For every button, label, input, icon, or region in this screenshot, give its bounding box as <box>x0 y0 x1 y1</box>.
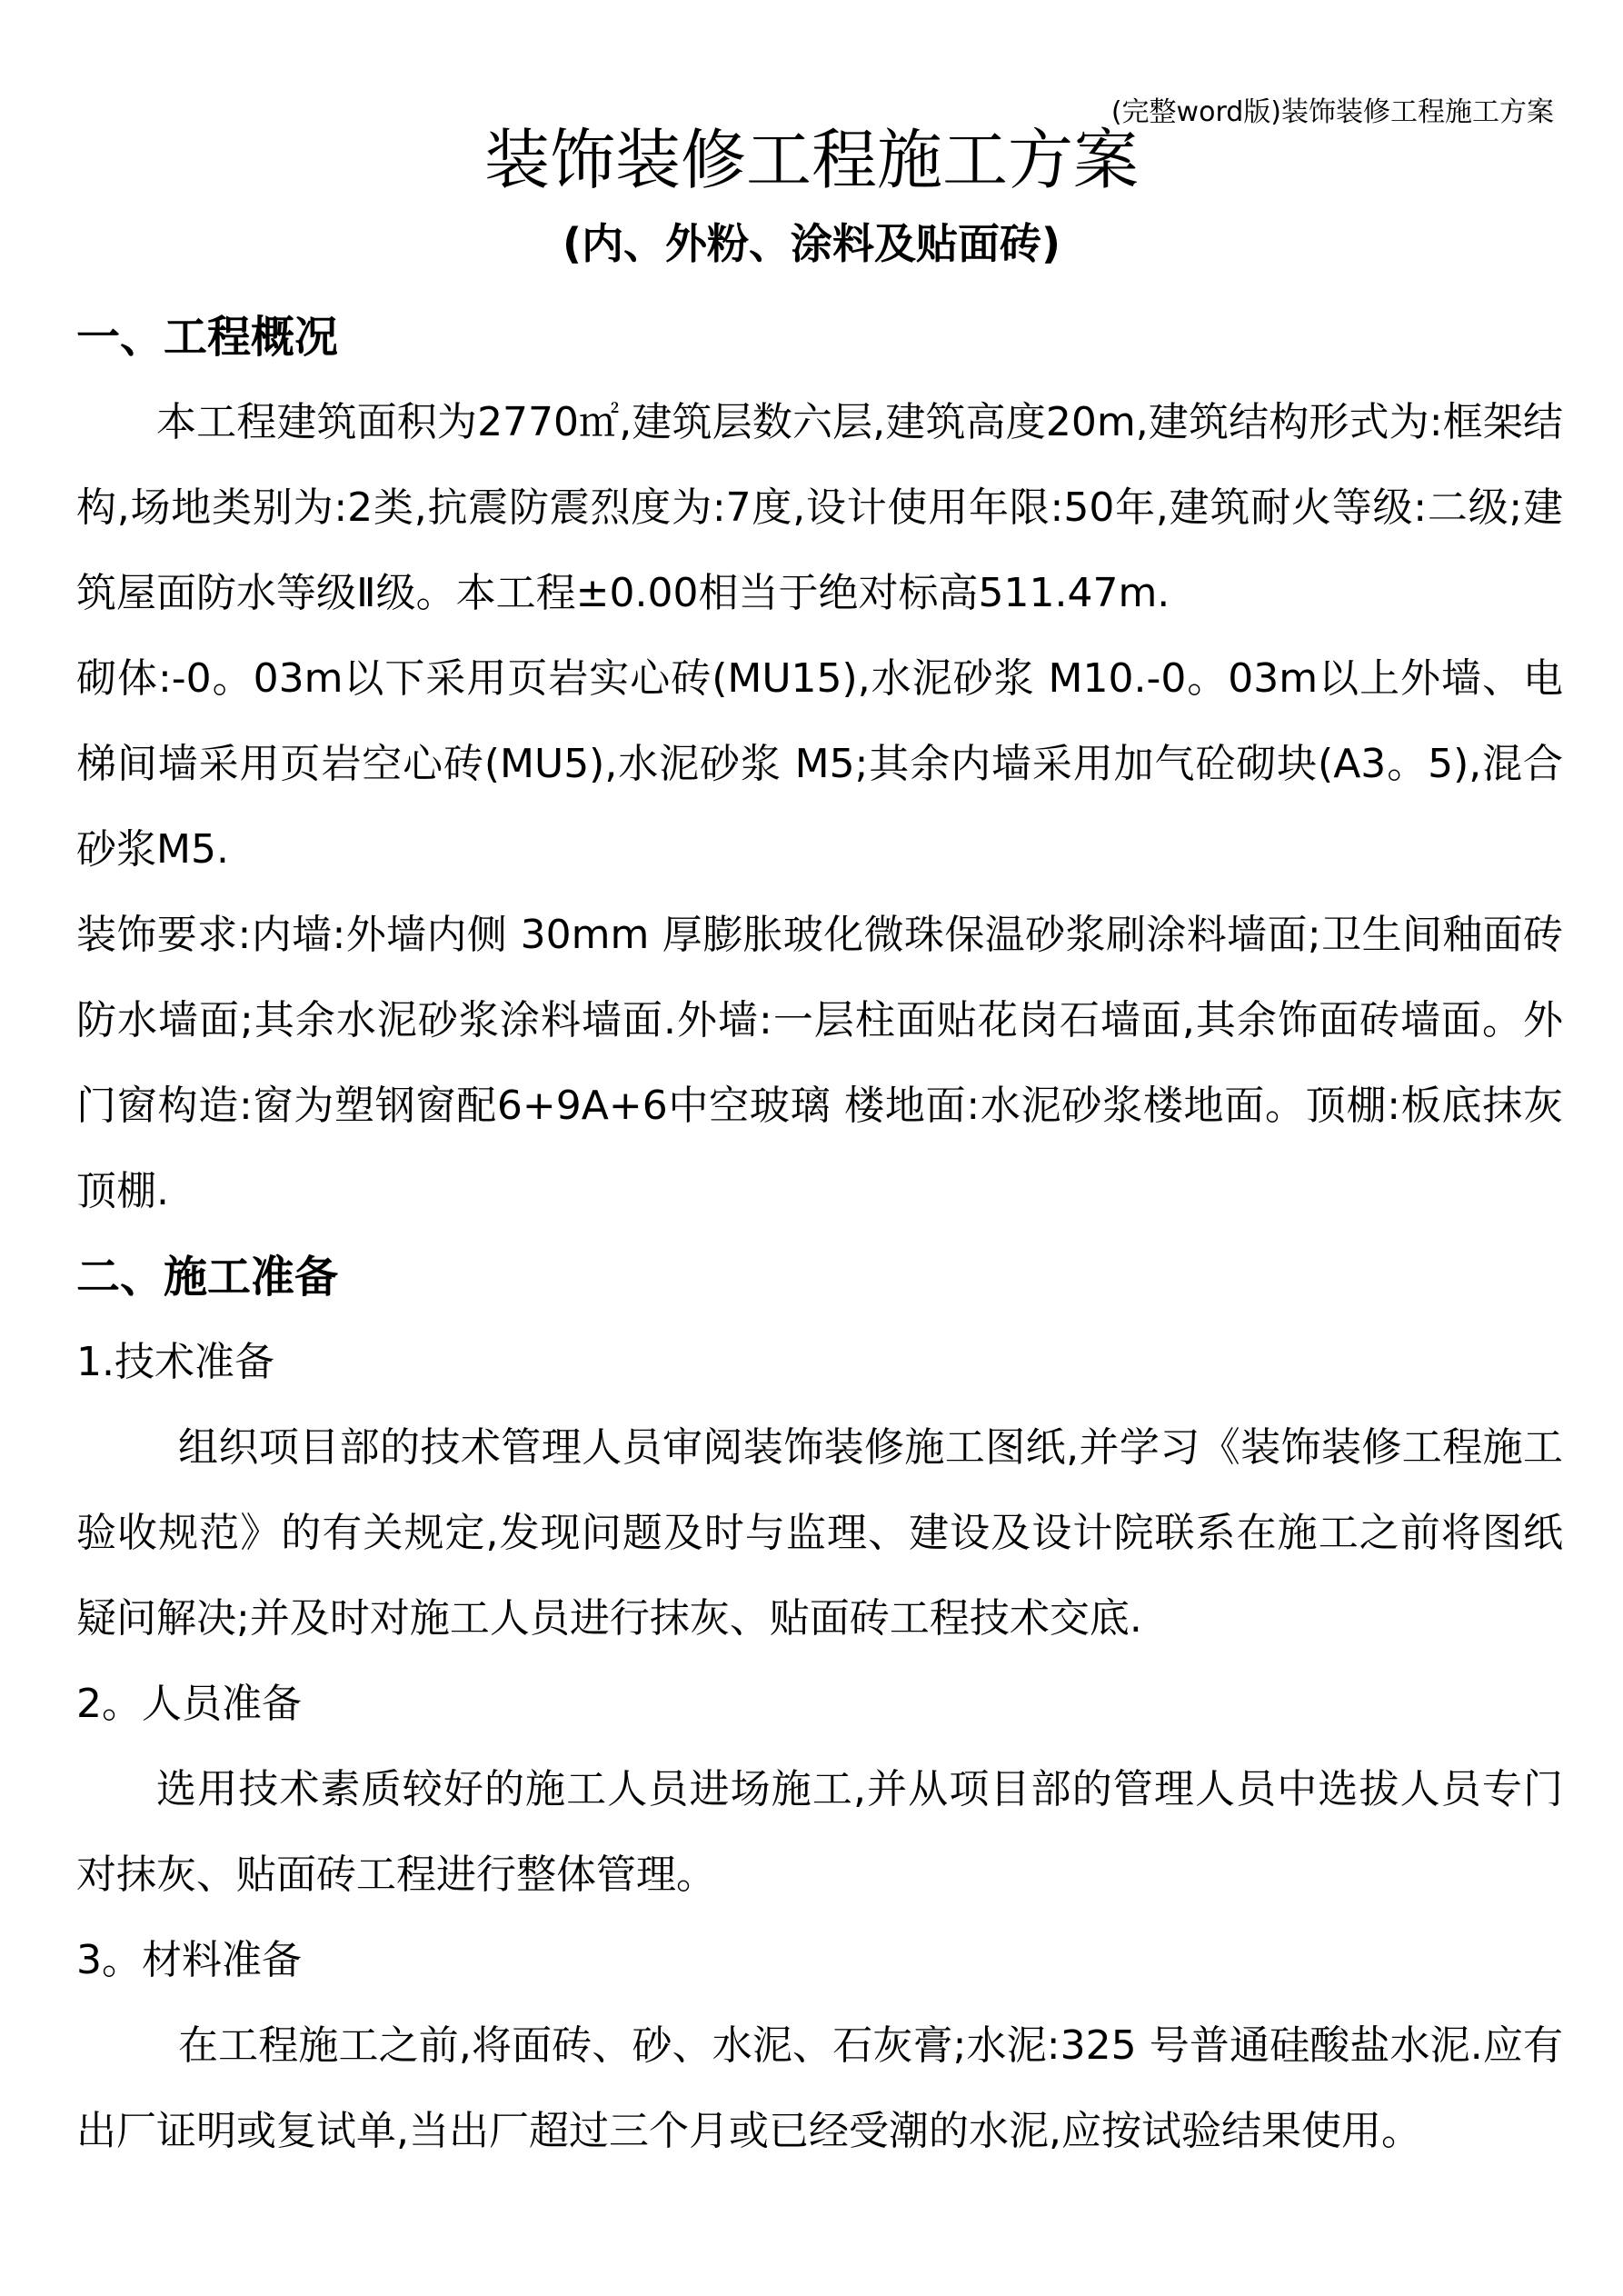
paragraph-decoration-requirements: 装饰要求:内墙:外墙内侧 30mm 厚膨胀玻化微珠保温砂浆刷涂料墙面;卫生间釉面砖防水墙面;其余水泥砂浆涂料墙面.外墙:一层柱面贴花岗石墙面,其余饰面砖墙面。外门窗构造:窗为塑钢窗配6+9A+6中空玻璃 楼地面:水泥砂浆楼地面。顶棚:板底抹灰顶棚. <box>76 912 1563 1214</box>
running-header: (完整word版)装饰装修工程施工方案 <box>1110 96 1554 128</box>
subsection-heading-materials: 3。材料准备 <box>76 1937 302 1983</box>
paragraph-masonry: 砌体:-0。03m以下采用页岩实心砖(MU15),水泥砂浆 M10.-0。03m以上外墙、电梯间墙采用页岩空心砖(MU5),水泥砂浆 M5;其余内墙采用加气砼砌块(A3。5),混合砂浆M5. <box>76 655 1563 873</box>
document-title: 装饰装修工程施工方案 <box>483 122 1139 198</box>
document-subtitle: (内、外粉、涂料及贴面砖) <box>562 219 1061 268</box>
paragraph-technical-preparation: 组织项目部的技术管理人员审阅装饰装修施工图纸,并学习《装饰装修工程施工验收规范》的有关规定,发现问题及时与监理、建设及设计院联系在施工之前将图纸疑问解决;并及时对施工人员进行抹灰、贴面砖工程技术交底. <box>76 1424 1563 1642</box>
subsection-heading-personnel: 2。人员准备 <box>76 1681 302 1727</box>
paragraph-personnel-preparation: 选用技术素质较好的施工人员进场施工,并从项目部的管理人员中选拔人员专门对抹灰、贴面砖工程进行整体管理。 <box>76 1766 1563 1898</box>
paragraph-building-overview: 本工程建筑面积为2770㎡,建筑层数六层,建筑高度20m,建筑结构形式为:框架结构,场地类别为:2类,抗震防震烈度为:7度,设计使用年限:50年,建筑耐火等级:二级;建筑屋面防水等级Ⅱ级。本工程±0.00相当于绝对标高511.47m. <box>76 399 1563 616</box>
section-heading-preparation: 二、施工准备 <box>76 1252 339 1303</box>
paragraph-materials-preparation: 在工程施工之前,将面砖、砂、水泥、石灰膏;水泥:325 号普通硅酸盐水泥.应有出厂证明或复试单,当出厂超过三个月或已经受潮的水泥,应按试验结果使用。 <box>76 2022 1563 2154</box>
subsection-heading-technical: 1.技术准备 <box>76 1339 274 1385</box>
section-heading-overview: 一、工程概况 <box>76 312 339 363</box>
document-body <box>76 294 1563 2174</box>
